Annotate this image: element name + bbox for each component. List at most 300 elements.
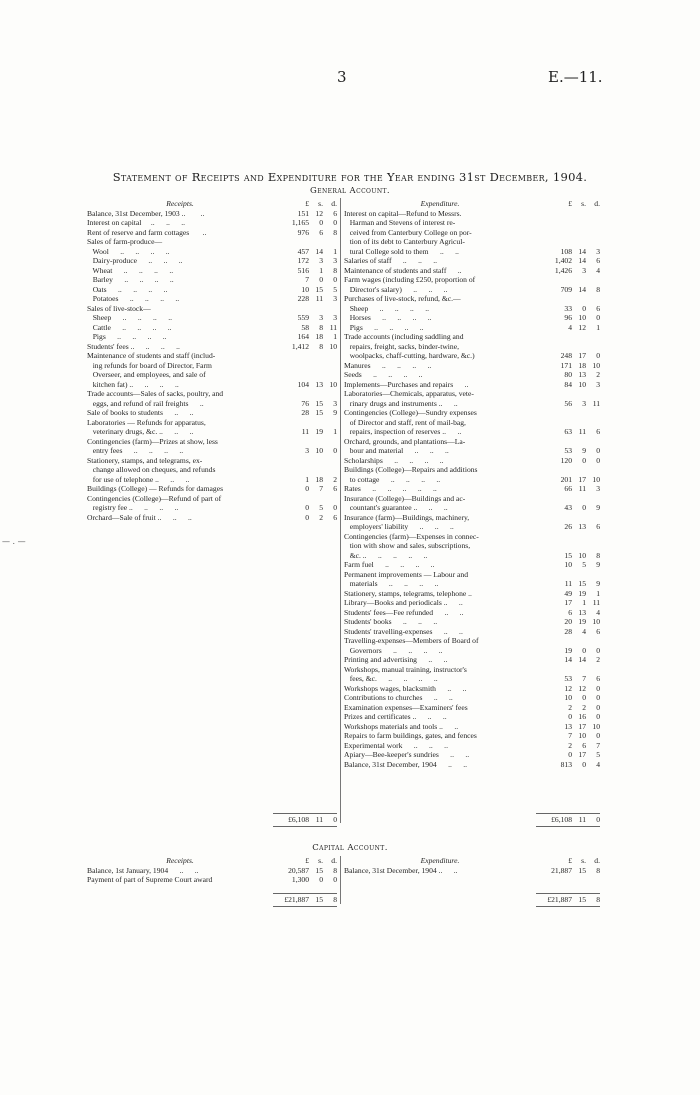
amount-pounds: 80 — [564, 370, 572, 379]
ledger-item: Trade accounts—Sales of sacks, poultry, and — [87, 389, 224, 398]
amount-shillings: 0 — [582, 455, 586, 465]
amount-shillings: 13 — [315, 379, 323, 389]
amount-pence: 0 — [333, 875, 337, 884]
amount-shillings: 0 — [319, 875, 323, 884]
ledger-row — [87, 503, 337, 513]
amount-pounds: 26 — [564, 522, 572, 531]
ledger-item: Payment of part of Supreme Court award — [87, 875, 213, 884]
ledger-row — [87, 275, 337, 285]
ledger-row — [344, 361, 600, 371]
ledger-item: ceived from Canterbury College on por- — [344, 227, 472, 237]
capital-expenditure-heading: Expenditure. — [420, 856, 460, 865]
ledger-row — [344, 627, 600, 637]
total-shillings: 15 — [315, 895, 323, 904]
general-receipts-total — [87, 809, 337, 827]
amount-pounds: 21,887 — [551, 865, 572, 875]
ledger-row — [344, 418, 600, 428]
amount-pence: 8 — [333, 265, 337, 275]
ledger-item: Balance, 31st December, 1904 .. .. — [344, 759, 468, 769]
amount-pence: 1 — [596, 588, 600, 598]
ledger-item: Contributions to churches .. .. — [344, 693, 453, 702]
amount-pence: 6 — [596, 674, 600, 683]
amount-pounds: 11 — [564, 579, 572, 588]
ledger-item: Sales of farm-produce— — [87, 237, 163, 246]
amount-pounds: 15 — [564, 550, 572, 560]
ledger-row — [344, 551, 600, 561]
amount-pounds: 53 — [564, 446, 572, 455]
ledger-row — [344, 342, 600, 352]
amount-shillings: 14 — [578, 246, 586, 256]
amount-pounds: 201 — [560, 474, 572, 484]
amount-shillings: 2 — [582, 702, 586, 712]
capital-account-heading: Capital Account. — [312, 843, 388, 853]
amount-pence: 0 — [333, 503, 337, 512]
ledger-item: Insurance (College)—Buildings and ac- — [344, 493, 466, 503]
amount-pence: 1 — [596, 322, 600, 332]
ledger-row — [344, 323, 600, 333]
amount-shillings: 8 — [319, 322, 323, 332]
ledger-row — [87, 351, 337, 361]
amount-pounds: 11 — [301, 427, 309, 436]
amount-pounds: 164 — [297, 332, 309, 341]
ledger-item: materials .. .. .. .. — [344, 579, 439, 588]
ledger-item: Contingencies (College)—Refund of part of — [87, 493, 222, 503]
capital-expenditure-header-row — [344, 856, 600, 866]
amount-pounds: 976 — [297, 227, 309, 237]
ledger-row — [344, 703, 600, 713]
amount-pence: 11 — [592, 398, 600, 408]
ledger-row — [344, 655, 600, 665]
total-shillings: 15 — [578, 895, 586, 904]
ledger-row — [344, 731, 600, 741]
amount-shillings: 12 — [578, 683, 586, 693]
amount-shillings: 18 — [578, 360, 586, 370]
ledger-row — [87, 209, 337, 219]
amount-pounds: 66 — [564, 484, 572, 493]
ledger-row — [87, 475, 337, 485]
amount-pounds: 2 — [568, 702, 572, 712]
amount-pounds: 0 — [305, 484, 309, 493]
amount-shillings: 0 — [582, 503, 586, 512]
capital-expenditure-total — [344, 889, 600, 907]
amount-pence: 8 — [333, 865, 337, 875]
ledger-row — [344, 712, 600, 722]
amount-shillings: 18 — [315, 332, 323, 341]
ledger-item: Maintenance of students and staff (includ- — [87, 351, 216, 360]
ledger-item: Seeds .. .. .. .. — [344, 370, 423, 379]
pence-unit: d. — [594, 856, 600, 865]
amount-pounds: 7 — [305, 275, 309, 284]
ledger-row — [344, 209, 600, 219]
ledger-item: Repairs to farm buildings, gates, and fences — [344, 731, 477, 740]
amount-pounds: 104 — [297, 379, 309, 389]
pounds-unit: £ — [305, 199, 309, 208]
ledger-row — [87, 247, 337, 257]
amount-pence: 3 — [333, 398, 337, 408]
amount-pounds: 151 — [297, 208, 309, 218]
ledger-item: entry fees .. .. .. .. — [87, 446, 184, 455]
amount-pounds: 10 — [301, 284, 309, 294]
general-receipts-list — [87, 209, 337, 523]
ledger-item: Harman and Stevens of interest re- — [344, 218, 456, 227]
ledger-item: Pigs .. .. .. .. — [344, 322, 424, 332]
pounds-unit: £ — [568, 856, 572, 865]
amount-pence: 6 — [333, 484, 337, 493]
pence-unit: d. — [594, 199, 600, 208]
total-pence: 0 — [596, 815, 600, 824]
page-number: 3 — [337, 68, 347, 86]
ledger-row — [344, 750, 600, 760]
ledger-item: repairs, inspection of reserves .. .. — [344, 427, 462, 436]
ledger-item: ing refunds for board of Director, Farm — [87, 360, 212, 370]
ledger-item: registry fee .. .. .. .. — [87, 503, 179, 512]
amount-shillings: 11 — [578, 484, 586, 493]
ledger-item: Contingencies (farm)—Expenses in connec- — [344, 531, 479, 541]
ledger-row — [344, 760, 600, 770]
ledger-item: Apiary—Bee-keeper's sundries .. .. — [344, 750, 470, 759]
amount-pounds: 1,426 — [554, 265, 572, 275]
column-divider — [340, 198, 341, 823]
amount-shillings: 11 — [578, 427, 586, 436]
ledger-row — [344, 437, 600, 447]
ledger-row — [344, 617, 600, 627]
amount-pounds: 4 — [568, 322, 572, 332]
ledger-row — [87, 332, 337, 342]
amount-pounds: 1 — [305, 474, 309, 484]
amount-pence: 8 — [596, 550, 600, 560]
amount-pence: 10 — [592, 474, 600, 484]
ledger-row — [344, 446, 600, 456]
amount-pence: 2 — [596, 655, 600, 664]
ledger-row — [344, 256, 600, 266]
ledger-item: Balance, 31st December, 1903 .. .. — [87, 208, 205, 218]
ledger-item: Sheep .. .. .. .. — [344, 303, 430, 313]
ledger-row — [344, 456, 600, 466]
ledger-item: Printing and advertising .. .. — [344, 655, 448, 664]
ledger-row — [344, 541, 600, 551]
amount-pence: 0 — [596, 702, 600, 712]
ledger-row — [87, 465, 337, 475]
amount-shillings: 7 — [582, 674, 586, 683]
amount-pounds: 171 — [560, 360, 572, 370]
amount-shillings: 8 — [319, 341, 323, 351]
total-pence: 0 — [333, 815, 337, 824]
amount-pounds: 228 — [297, 294, 309, 303]
amount-pounds: 17 — [564, 598, 572, 607]
amount-shillings: 12 — [578, 322, 586, 332]
ledger-row — [344, 570, 600, 580]
total-shillings: 11 — [578, 815, 586, 824]
ledger-row — [344, 522, 600, 532]
amount-pounds: 10 — [564, 693, 572, 702]
ledger-row — [344, 275, 600, 285]
amount-shillings: 10 — [315, 446, 323, 455]
amount-shillings: 3 — [582, 265, 586, 275]
general-receipts-column — [87, 199, 337, 823]
capital-receipts-list — [87, 866, 337, 885]
amount-pounds: 3 — [305, 446, 309, 455]
amount-pounds: 457 — [297, 246, 309, 256]
ledger-item: Contingencies (farm)—Prizes at show, less — [87, 436, 218, 446]
ledger-item: Prizes and certificates .. .. .. — [344, 712, 447, 721]
ledger-item: Orchard, grounds, and plantations—La- — [344, 436, 466, 446]
ledger-row — [87, 380, 337, 390]
ledger-item: Cattle .. .. .. .. — [87, 322, 172, 332]
amount-shillings: 10 — [578, 313, 586, 322]
ledger-row — [344, 722, 600, 732]
amount-pence: 1 — [333, 246, 337, 256]
ledger-row — [87, 256, 337, 266]
ledger-row — [344, 313, 600, 323]
amount-shillings: 1 — [319, 265, 323, 275]
ledger-row — [87, 494, 337, 504]
expenditure-header-row — [344, 199, 600, 209]
amount-pence: 4 — [596, 265, 600, 275]
amount-shillings: 0 — [582, 759, 586, 769]
ledger-row — [344, 598, 600, 608]
ledger-item: rinary drugs and instruments .. .. — [344, 398, 458, 408]
ledger-row — [344, 636, 600, 646]
amount-pounds: 58 — [301, 322, 309, 332]
amount-shillings: 0 — [582, 645, 586, 655]
ledger-row — [344, 866, 600, 876]
ledger-item: veterinary drugs, &c. .. .. .. — [87, 427, 194, 436]
amount-pounds: 559 — [297, 313, 309, 322]
ledger-row — [87, 323, 337, 333]
statement-title: Statement of Receipts and Expenditure for the Year ending 31st December, 1904. — [112, 170, 588, 184]
ledger-row — [87, 313, 337, 323]
ledger-item: Workshops materials and tools .. .. — [344, 721, 459, 731]
ledger-row — [87, 418, 337, 428]
ledger-item: Laboratories — Refunds for apparatus, — [87, 417, 206, 427]
ledger-item: Oats .. .. .. .. — [87, 284, 168, 294]
total-pounds: £21,887 — [547, 895, 572, 904]
ledger-item: repairs, freight, sacks, binder-twine, — [344, 341, 459, 351]
amount-pence: 0 — [596, 446, 600, 455]
ledger-row — [344, 513, 600, 523]
ledger-row — [87, 285, 337, 295]
ledger-item: Students' fees—Fee refunded .. .. — [344, 607, 464, 617]
amount-shillings: 12 — [315, 208, 323, 218]
ledger-item: Workshops, manual training, instructor's — [344, 664, 467, 674]
amount-shillings: 15 — [578, 865, 586, 875]
ledger-row — [344, 693, 600, 703]
amount-shillings: 2 — [319, 512, 323, 522]
amount-shillings: 0 — [319, 218, 323, 227]
amount-pence: 6 — [333, 512, 337, 522]
ledger-item: Orchard—Sale of fruit .. .. .. — [87, 512, 192, 522]
amount-pence: 10 — [592, 721, 600, 731]
amount-shillings: 13 — [578, 607, 586, 617]
amount-pence: 0 — [596, 731, 600, 740]
ledger-item: Scholarships .. .. .. .. — [344, 455, 444, 465]
ledger-item: Examination expenses—Examiners' fees — [344, 702, 468, 712]
ledger-row — [87, 427, 337, 437]
amount-pence: 0 — [596, 693, 600, 702]
ledger-row — [344, 503, 600, 513]
ledger-item: Sales of live-stock— — [87, 303, 151, 313]
ledger-row — [87, 304, 337, 314]
amount-shillings: 7 — [319, 484, 323, 493]
amount-shillings: 13 — [578, 522, 586, 531]
ledger-row — [344, 665, 600, 675]
ledger-row — [344, 684, 600, 694]
amount-pence: 6 — [333, 208, 337, 218]
amount-pence: 0 — [596, 645, 600, 655]
amount-pounds: 12 — [564, 683, 572, 693]
amount-pence: 6 — [596, 303, 600, 313]
ledger-row — [344, 674, 600, 684]
ledger-item: Director's salary) .. .. .. — [344, 284, 448, 294]
ledger-item: Manures .. .. .. .. — [344, 360, 432, 370]
pence-unit: d. — [331, 856, 337, 865]
amount-shillings: 9 — [582, 446, 586, 455]
ledger-item: Implements—Purchases and repairs .. — [344, 379, 469, 389]
shillings-unit: s. — [318, 199, 323, 208]
amount-pounds: 96 — [564, 313, 572, 322]
ledger-row — [344, 370, 600, 380]
amount-pence: 8 — [596, 284, 600, 294]
ledger-item: Permanent improvements — Labour and — [344, 569, 468, 579]
ledger-item: Purchases of live-stock, refund, &c.— — [344, 294, 461, 303]
total-pence: 8 — [596, 895, 600, 904]
ledger-row — [87, 218, 337, 228]
ledger-row — [87, 389, 337, 399]
amount-shillings: 6 — [319, 227, 323, 237]
amount-pence: 6 — [596, 256, 600, 265]
amount-pounds: 813 — [560, 759, 572, 769]
amount-shillings: 19 — [578, 617, 586, 626]
amount-pounds: 1,165 — [291, 218, 309, 227]
ledger-item: Overseer, and employees, and sale of — [87, 370, 206, 379]
amount-pounds: 0 — [305, 503, 309, 512]
amount-pounds: 120 — [560, 455, 572, 465]
amount-pence: 9 — [596, 560, 600, 569]
ledger-row — [344, 532, 600, 542]
amount-pence: 2 — [596, 370, 600, 379]
ledger-item: Governors .. .. .. .. — [344, 645, 443, 655]
amount-shillings: 14 — [578, 256, 586, 265]
ledger-item: Students' fees .. .. .. .. — [87, 341, 180, 351]
shillings-unit: s. — [318, 856, 323, 865]
ledger-item: Contingencies (College)—Sundry expenses — [344, 408, 477, 417]
ledger-item: Experimental work .. .. .. — [344, 740, 448, 750]
amount-pounds: 28 — [301, 408, 309, 417]
capital-expenditure-column — [344, 856, 600, 906]
amount-pounds: 76 — [301, 398, 309, 408]
ledger-row — [87, 361, 337, 371]
ledger-row — [87, 266, 337, 276]
ledger-row — [87, 875, 337, 885]
ledger-item: bour and material .. .. .. — [344, 446, 449, 455]
amount-pounds: 516 — [297, 265, 309, 275]
amount-shillings: 10 — [578, 731, 586, 740]
ledger-item: Barley .. .. .. .. — [87, 275, 174, 284]
amount-shillings: 16 — [578, 712, 586, 721]
amount-pounds: 20 — [564, 617, 572, 626]
amount-shillings: 15 — [315, 284, 323, 294]
document-reference: E.—11. — [548, 68, 603, 86]
ledger-row — [87, 513, 337, 523]
amount-shillings: 13 — [578, 370, 586, 379]
total-shillings: 11 — [315, 815, 323, 824]
pence-unit: d. — [331, 199, 337, 208]
ledger-item: Wheat .. .. .. .. — [87, 265, 174, 275]
expenditure-heading: Expenditure. — [420, 199, 460, 208]
ledger-item: Sheep .. .. .. .. — [87, 313, 173, 322]
ledger-item: Students' books .. .. .. — [344, 617, 438, 626]
amount-shillings: 10 — [578, 550, 586, 560]
ledger-item: Stationery, stamps, and telegrams, ex- — [87, 455, 203, 465]
amount-pounds: 20,587 — [288, 865, 309, 875]
amount-shillings: 14 — [578, 284, 586, 294]
ledger-row — [344, 389, 600, 399]
amount-pence: 0 — [596, 455, 600, 465]
amount-pounds: 1,402 — [554, 256, 572, 265]
amount-pounds: 14 — [564, 655, 572, 664]
amount-shillings: 4 — [582, 626, 586, 636]
ledger-row — [344, 484, 600, 494]
amount-pounds: 6 — [568, 607, 572, 617]
ledger-item: eggs, and refund of rail freights .. — [87, 398, 204, 408]
ledger-item: Rates .. .. .. .. .. — [344, 484, 437, 493]
amount-pence: 0 — [596, 712, 600, 721]
amount-pounds: 709 — [560, 284, 572, 294]
capital-receipts-column — [87, 856, 337, 906]
amount-pence: 0 — [596, 313, 600, 322]
ledger-row — [87, 370, 337, 380]
amount-pence: 6 — [596, 522, 600, 531]
ledger-item: Dairy-produce .. .. .. — [87, 256, 183, 265]
amount-pounds: 49 — [564, 588, 572, 598]
ledger-item: Library—Books and periodicals .. .. — [344, 598, 463, 607]
ledger-row — [344, 399, 600, 409]
amount-pounds: 248 — [560, 351, 572, 360]
ledger-row — [87, 484, 337, 494]
amount-pence: 5 — [596, 750, 600, 759]
amount-shillings: 15 — [578, 579, 586, 588]
amount-pence: 10 — [329, 379, 337, 389]
ledger-row — [87, 399, 337, 409]
amount-pence: 3 — [596, 246, 600, 256]
amount-pounds: 0 — [568, 750, 572, 759]
ledger-item: of Director and staff, rent of mail-bag, — [344, 417, 466, 427]
amount-pounds: 63 — [564, 427, 572, 436]
ledger-item: for use of telephone .. .. .. — [87, 474, 190, 484]
amount-pence: 9 — [596, 503, 600, 512]
ledger-row — [344, 494, 600, 504]
amount-pence: 3 — [596, 379, 600, 389]
amount-shillings: 0 — [319, 275, 323, 284]
amount-pounds: 0 — [305, 512, 309, 522]
ledger-item: Balance, 31st December, 1904 .. .. — [344, 865, 458, 875]
amount-shillings: 14 — [315, 246, 323, 256]
ledger-row — [344, 285, 600, 295]
amount-shillings: 17 — [578, 351, 586, 360]
amount-pounds: 2 — [568, 740, 572, 750]
amount-pence: 0 — [333, 275, 337, 284]
amount-shillings: 6 — [582, 740, 586, 750]
amount-shillings: 5 — [319, 503, 323, 512]
amount-shillings: 18 — [315, 474, 323, 484]
ledger-row — [344, 560, 600, 570]
total-pounds: £6,108 — [551, 815, 572, 824]
amount-pounds: 1,412 — [291, 341, 309, 351]
ledger-item: Horses .. .. .. .. — [344, 313, 432, 322]
ledger-item: tural College sold to them .. .. — [344, 246, 459, 256]
ledger-item: Rent of reserve and farm cottages .. — [87, 227, 207, 237]
ledger-row — [87, 228, 337, 238]
